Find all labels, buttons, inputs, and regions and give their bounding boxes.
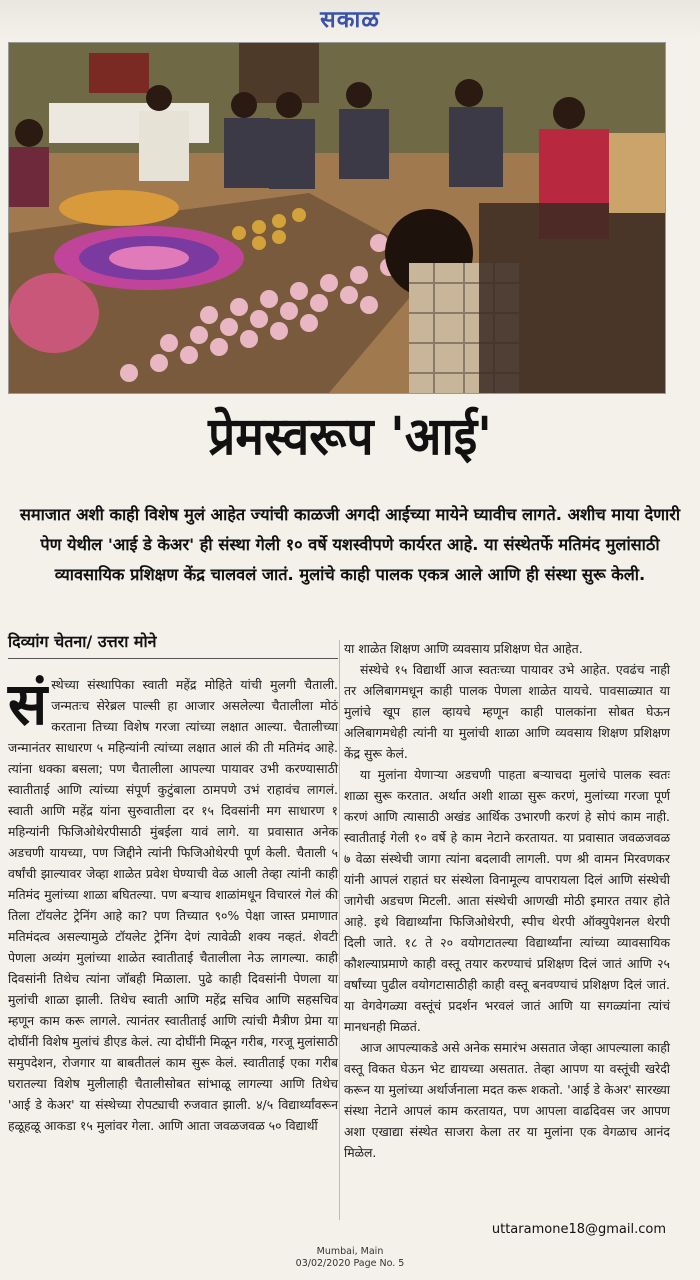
article-paragraph: संस्थेचे १५ विद्यार्थी आज स्वतःच्या पायावर उभे आहेत. एवढंच नाही तर अलिबागमधून काही पालक पेणला शाळेत यायचे. पावसाळ्यात या मुलांचे खूप हाल व्हायचे म्हणून काही पालकांना सोबत घेऊन अलिबागमधेही त्यांनी या मुलांची शाळा आणि व्यवसाय शिक्षण प्रशिक्षण केंद्र सुरू केलं. bbox=[344, 662, 670, 761]
page-footer bbox=[0, 1246, 700, 1270]
masthead-title: सकाळ bbox=[320, 6, 380, 33]
article-paragraph: या मुलांना येणाऱ्या अडचणी पाहता बऱ्याचदा मुलांचे पालक स्वतः शाळा सुरू करतात. अर्थात अशी शाळा सुरू करणं, मुलांच्या गरजा पूर्ण करणं आणि त्यासाठी अखंड आर्थिक उभारणी करणं हे सोपं काम नाही. स्वातीताई गेली १० वर्षे हे काम नेटाने करतायत. या प्रवासात जवळजवळ ७ वेळा संस्थेची जागा त्यांना बदलावी लागली. पण श्री वामन मिरवणकर यांनी आपलं राहातं घर संस्थेला विनामूल्य वापरायला दिलं आणि संस्थेची जागेची अडचण मिटली. आता संस्थेची आणखी मोठी इमारत तयार होते आहे. इथे विद्यार्थ्यांना फिजिओथेरपी, स्पीच थेरपी ऑक्युपेशनल थेरपी दिली जाते. १८ ते २० वयोगटातल्या विद्यार्थ्यांना त्यांच्या व्यावसायिक कौशल्याप्रमाणे काही वस्तू तयार करण्याचं प्रशिक्षण दिलं जातं आणि २५ वर्षांच्या पुढील वयोगटासाठीही काही वस्तू बनवण्याचं प्रशिक्षण दिलं जातं. या वेगवेगळ्या वस्तूंचं प्रदर्शन भरवलं जातं आणि या सगळ्यांना त्यांचं मानधनही मिळतं. bbox=[344, 767, 670, 1034]
byline: दिव्यांग चेतना/ उत्तरा मोने bbox=[8, 630, 338, 659]
headline: प्रेमस्वरूप 'आई' bbox=[208, 406, 492, 467]
paragraph-text: स्थेच्या संस्थापिका स्वाती महेंद्र मोहिते यांची मुलगी चैताली. जन्मतःच सेरेब्रल पाल्सी हा आजार असलेल्या चैतालीला मोठं करताना तिच्या विशेष गरजा त्यांच्या लक्षात आल्या. चैतालीच्या जन्मानंतर साधारण ५ महिन्यांनी त्यांच्या लक्षात आलं की ती मतिमंद आहे. त्यांना धक्का बसला; पण चैतालीला आपल्या पायावर उभी करण्यासाठी स्वातीताई आणि त्यांच्या संपूर्ण कुटुंबाला ठामपणे उभं राहावंच लागलं. स्वाती आणि महेंद्र यांना सुरुवातीला दर १५ दिवसांनी मग साधारण १ महिन्यांनी फिजिओथेरपीसाठी मुंबईला यावं लागे. या प्रवासात अनेक अडचणी यायच्या, पण जिद्दीने त्यांनी फिजिओथेरपी पूर्ण केली. चैताली ५ वर्षांची झाल्यावर जेव्हा शाळेत प्रवेश घेण्याची वेळ आली तेव्हा त्यांनी काही मतिमंद मुलांच्या शाळा बघितल्या. पण बऱ्याच शाळांमधून विचारलं गेलं की तिला टॉयलेट ट्रेनिंग आहे का? पण तिच्यात ९०% पेक्षा जास्त प्रमाणात मतिमंदत्व असल्यामुळे टॉयलेट ट्रेनिंग देणं त्यावेळी शक्य नव्हतं. शेवटी पेणला अव्यंग मुलांच्या शाळेत स्वातीताई चैतालीला नेऊ लागल्या. काही दिवसांनी तिथेच त्यांना जॉबही मिळाला. पुढे काही दिवसांनी पेणला या मुलांची शाळा झाली. तिथेच स्वाती आणि महेंद्र सचिव आणि सहसचिव म्हणून काम करू लागले. त्यानंतर स्वातीताई आणि त्यांची मैत्रीण प्रेमा या दोघींनी विशेष मुलांचं डीएड केलं. त्या दोघींनी मिळून गरीब, गरजू मुलांसाठी समुपदेशन, रोजगार या बाबतीतलं काम सुरू केलं. स्वातीताई एका गरीब घरातल्या विशेष मुलीलाही चैतालीसोबत सांभाळू लागल्या आणि तिथेच 'आई डे केअर' या संस्थेच्या रोपट्याची रुजवात झाली. ४/५ विद्यार्थ्यांवरून हळूहळू आकडा १५ मुलांवर गेला. आणि आता जवळजवळ ५० विद्यार्थी bbox=[8, 677, 338, 1133]
column-divider bbox=[339, 640, 340, 1220]
article-paragraph: आज आपल्याकडे असे अनेक समारंभ असतात जेव्हा आपल्याला काही वस्तू विकत घेऊन भेट द्यायच्या असतात. तेव्हा आपण या वस्तूंची खरेदी करून या मुलांच्या अर्थार्जनाला मदत करू शकतो. 'आई डे केअर' सारख्या संस्था नेटाने आपलं काम करतायत, पण आपला वाढदिवस जर आपण अशा एखाद्या संस्थेत साजरा केला तर या मुलांना एक वेगळाच आनंद मिळेल. bbox=[344, 1040, 670, 1160]
lead-paragraph: समाजात अशी काही विशेष मुलं आहेत ज्यांची काळजी अगदी आईच्या मायेने घ्यावीच लागते. अशीच माया देणारी पेण येथील 'आई डे केअर' ही संस्था गेली १० वर्षे यशस्वीपणे कार्यरत आहे. या संस्थेतर्फे मतिमंद मुलांसाठी व्यावसायिक प्रशिक्षण केंद्र चालवलं जातं. मुलांचे काही पालक एकत्र आले आणि ही संस्था सुरू केली. bbox=[19, 505, 681, 584]
article-paragraph bbox=[8, 670, 338, 1136]
article-paragraph: या शाळेत शिक्षण आणि व्यवसाय प्रशिक्षण घेत आहेत. bbox=[344, 641, 583, 656]
drop-cap: सं bbox=[8, 670, 48, 738]
article-column-left bbox=[8, 670, 338, 1136]
date-page-label: 03/02/2020 Page No. 5 bbox=[295, 1258, 405, 1269]
masthead bbox=[0, 0, 700, 40]
news-photo bbox=[8, 42, 666, 394]
edition-label: Mumbai, Main bbox=[316, 1246, 384, 1257]
article-column-right bbox=[344, 638, 670, 1163]
author-email: uttaramone18@gmail.com bbox=[491, 1222, 666, 1237]
